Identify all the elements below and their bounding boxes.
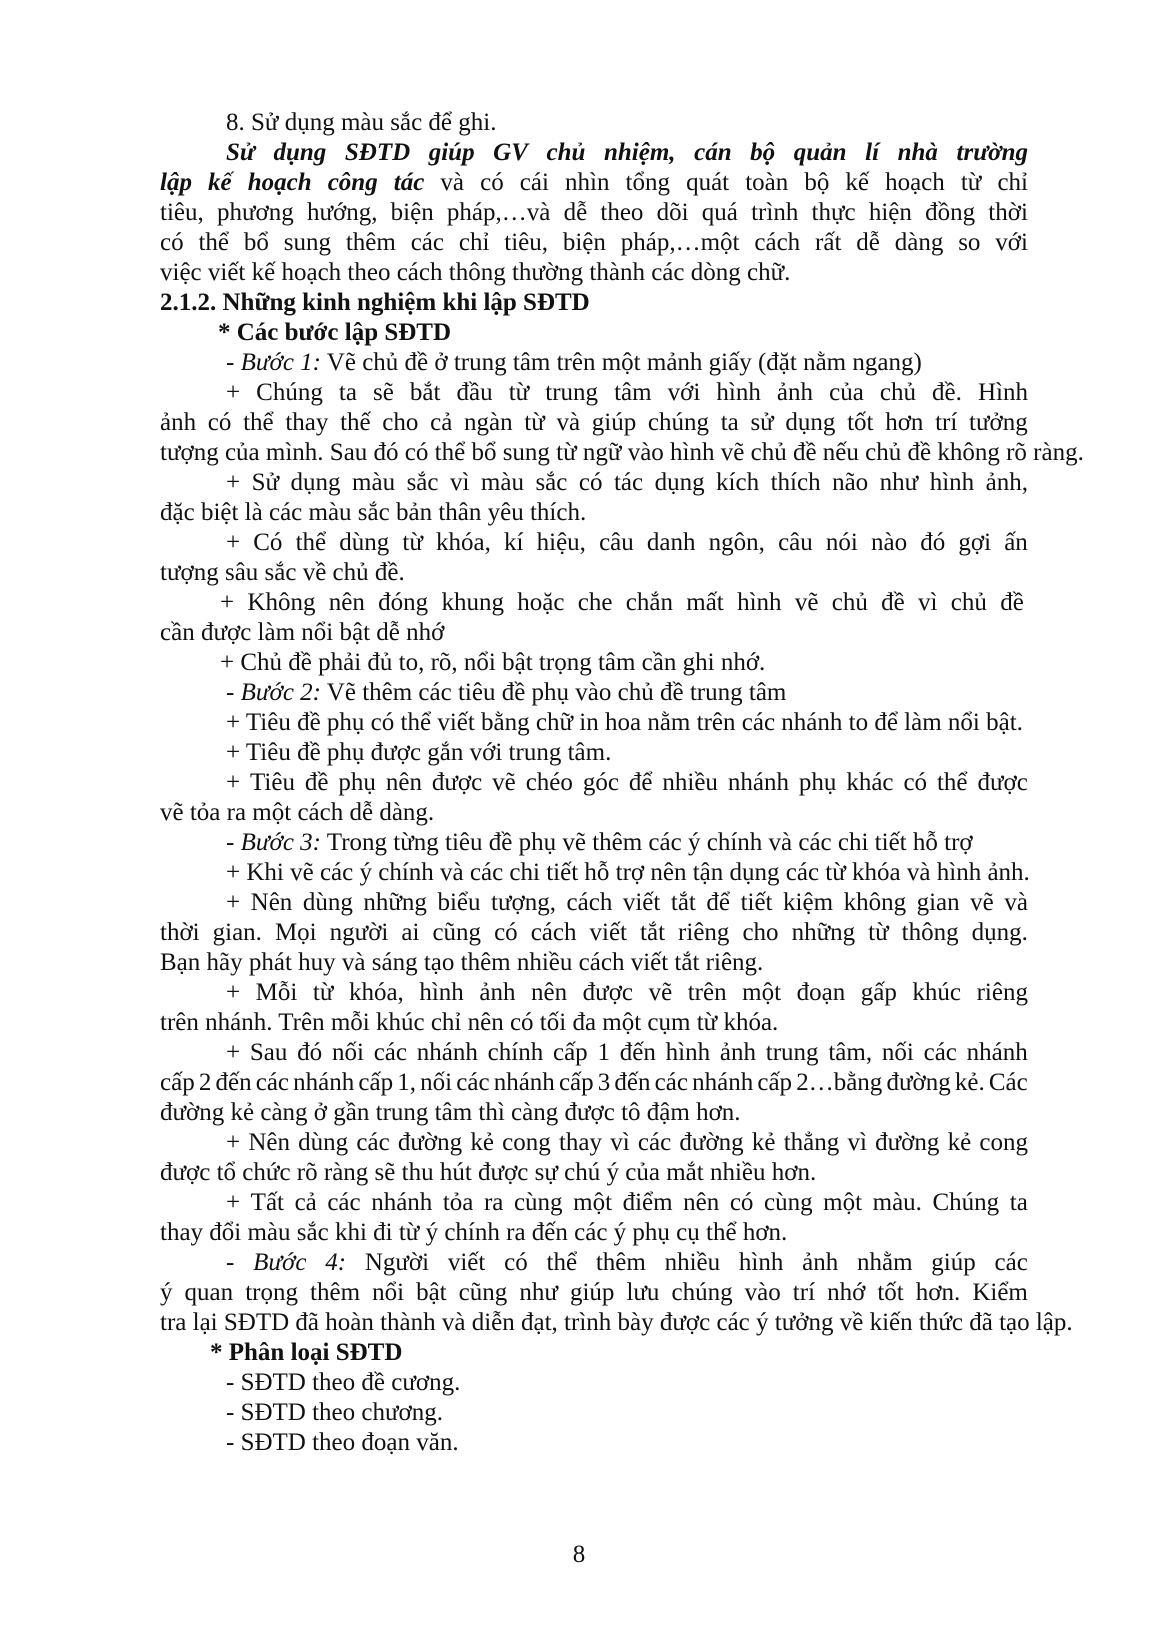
text-line: - Bước 4: Người viết có thể thêm nhiều hình ảnh nhằm giúp các bbox=[226, 1249, 1028, 1276]
text-line: + Có thể dùng từ khóa, kí hiệu, câu danh ngôn, câu nói nào đó gợi ấn bbox=[226, 529, 1028, 556]
text-line: + Nên dùng những biểu tượng, cách viết tắt để tiết kiệm không gian vẽ và bbox=[226, 889, 1028, 916]
text-line: tượng của mình. Sau đó có thể bổ sung từ ngữ vào hình vẽ chủ đề nếu chủ đề không rõ ràng. bbox=[160, 439, 1084, 466]
text-line: lập kế hoạch công tác và có cái nhìn tổng quát toàn bộ kế hoạch từ chỉ bbox=[160, 169, 1028, 196]
text-line: + Nên dùng các đường kẻ cong thay vì các đường kẻ thẳng vì đường kẻ cong bbox=[226, 1129, 1028, 1156]
text-line: tượng sâu sắc về chủ đề. bbox=[160, 559, 405, 586]
text-line: + Tiêu đề phụ được gắn với trung tâm. bbox=[226, 739, 612, 766]
text-line: ý quan trọng thêm nổi bật cũng như giúp lưu chúng vào trí nhớ tốt hơn. Kiểm bbox=[160, 1279, 1028, 1306]
text-line: vẽ tỏa ra một cách dễ dàng. bbox=[160, 799, 435, 826]
text-line: - Bước 3: Trong từng tiêu đề phụ vẽ thêm các ý chính và các chi tiết hỗ trợ bbox=[226, 829, 973, 856]
text-line: tra lại SĐTD đã hoàn thành và diễn đạt, trình bày được các ý tưởng về kiến thức đã tạo lập. bbox=[160, 1309, 1073, 1336]
text-line: + Sử dụng màu sắc vì màu sắc có tác dụng kích thích não như hình ảnh, bbox=[226, 469, 1028, 496]
text-line: + Tiêu đề phụ có thể viết bằng chữ in hoa nằm trên các nhánh to để làm nổi bật. bbox=[226, 709, 1023, 736]
text-line: thời gian. Mọi người ai cũng có cách viết tắt riêng cho những từ thông dụng. bbox=[160, 919, 1028, 946]
text-line: - SĐTD theo đề cương. bbox=[226, 1369, 461, 1396]
text-line: việc viết kế hoạch theo cách thông thường thành các dòng chữ. bbox=[160, 259, 791, 286]
text-line: Sử dụng SĐTD giúp GV chủ nhiệm, cán bộ quản lí nhà trường bbox=[226, 139, 1028, 166]
text-line: - SĐTD theo đoạn văn. bbox=[226, 1429, 459, 1456]
text-line: cấp 2 đến các nhánh cấp 1, nối các nhánh cấp 3 đến các nhánh cấp 2…bằng đường kẻ. Các bbox=[160, 1069, 1028, 1096]
text-line: tiêu, phương hướng, biện pháp,…và dễ theo dõi quá trình thực hiện đồng thời bbox=[160, 199, 1028, 226]
text-line: 2.1.2. Những kinh nghiệm khi lập SĐTD bbox=[160, 289, 590, 316]
text-line: đường kẻ càng ở gần trung tâm thì càng được tô đậm hơn. bbox=[160, 1099, 741, 1126]
text-line: Bạn hãy phát huy và sáng tạo thêm nhiều cách viết tắt riêng. bbox=[160, 949, 764, 976]
text-line: + Tất cả các nhánh tỏa ra cùng một điểm nên có cùng một màu. Chúng ta bbox=[226, 1189, 1028, 1216]
text-line: + Chủ đề phải đủ to, rõ, nổi bật trọng tâm cần ghi nhớ. bbox=[220, 649, 766, 676]
text-line: - SĐTD theo chương. bbox=[226, 1399, 444, 1426]
text-line: cần được làm nổi bật dễ nhớ bbox=[160, 619, 445, 646]
text-line: ảnh có thể thay thế cho cả ngàn từ và giúp chúng ta sử dụng tốt hơn trí tưởng bbox=[160, 409, 1028, 436]
text-line: + Chúng ta sẽ bắt đầu từ trung tâm với hình ảnh của chủ đề. Hình bbox=[226, 379, 1028, 406]
text-line: + Khi vẽ các ý chính và các chi tiết hỗ trợ nên tận dụng các từ khóa và hình ảnh. bbox=[226, 859, 1030, 886]
text-line: thay đổi màu sắc khi đi từ ý chính ra đến các ý phụ cụ thể hơn. bbox=[160, 1219, 788, 1246]
text-line: đặc biệt là các màu sắc bản thân yêu thích. bbox=[160, 499, 587, 526]
text-line: trên nhánh. Trên mỗi khúc chỉ nên có tối đa một cụm từ khóa. bbox=[160, 1009, 779, 1036]
text-line: được tổ chức rõ ràng sẽ thu hút được sự chú ý của mắt nhiều hơn. bbox=[160, 1159, 817, 1186]
text-line: 8. Sử dụng màu sắc để ghi. bbox=[226, 109, 497, 136]
text-line: * Các bước lập SĐTD bbox=[218, 319, 452, 346]
text-line: + Mỗi từ khóa, hình ảnh nên được vẽ trên một đoạn gấp khúc riêng bbox=[226, 979, 1028, 1006]
text-line: - Bước 2: Vẽ thêm các tiêu đề phụ vào chủ đề trung tâm bbox=[226, 679, 787, 706]
text-line: + Tiêu đề phụ nên được vẽ chéo góc để nhiều nhánh phụ khác có thể được bbox=[226, 769, 1028, 796]
page-number: 8 bbox=[572, 1541, 586, 1568]
text-line: + Sau đó nối các nhánh chính cấp 1 đến hình ảnh trung tâm, nối các nhánh bbox=[226, 1039, 1028, 1066]
text-line: có thể bổ sung thêm các chỉ tiêu, biện pháp,…một cách rất dễ dàng so với bbox=[160, 229, 1028, 256]
text-line: + Không nên đóng khung hoặc che chắn mất hình vẽ chủ đề vì chủ đề bbox=[220, 589, 1024, 616]
text-line: - Bước 1: Vẽ chủ đề ở trung tâm trên một mảnh giấy (đặt nằm ngang) bbox=[226, 349, 922, 376]
text-line: * Phân loại SĐTD bbox=[210, 1339, 403, 1366]
